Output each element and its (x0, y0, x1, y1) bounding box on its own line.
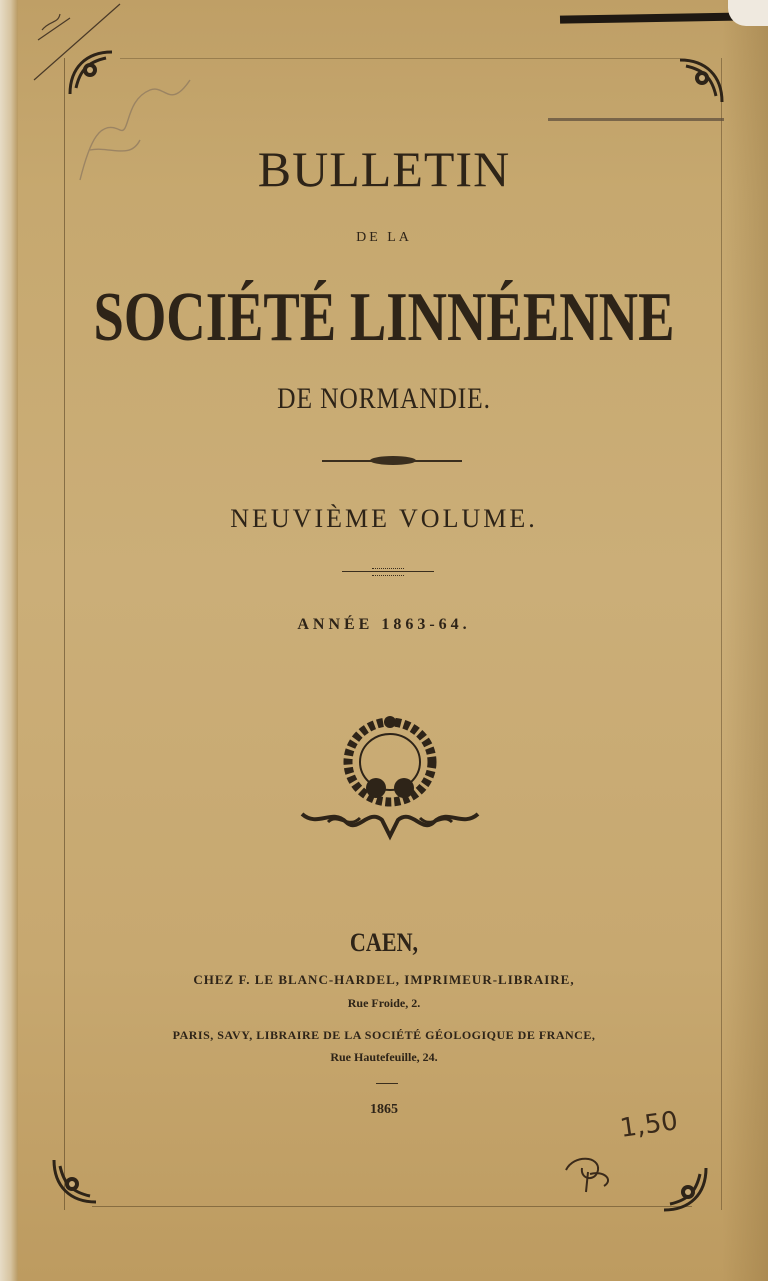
imprint-dash (376, 1083, 398, 1084)
imprint-year: 1865 (370, 1102, 398, 1117)
title-de-la: DE LA (356, 230, 412, 245)
frame-top-rule (120, 58, 680, 59)
volume-label: NEUVIÈME VOLUME. (230, 504, 538, 533)
corner-ornament-top-right-icon (676, 56, 726, 106)
frame-bottom-rule (92, 1206, 692, 1207)
paper-tear (728, 0, 768, 26)
corner-ornament-bottom-right-icon (660, 1164, 710, 1214)
imprint-paris-line: PARIS, SAVY, LIBRAIRE DE LA SOCIÉTÉ GÉOLOGIQUE DE FRANCE, (172, 1028, 596, 1042)
imprint-publisher: CHEZ F. LE BLANC-HARDEL, IMPRIMEUR-LIBRAIRE, (193, 972, 575, 987)
title-societe-linneenne: SOCIÉTÉ LINNÉENNE (93, 279, 675, 356)
handwritten-monogram-icon (560, 1150, 620, 1194)
corner-ornament-bottom-left-icon (50, 1156, 100, 1206)
ornamental-rule-1-center (370, 456, 416, 465)
ornamental-rule-2-center (372, 568, 404, 576)
imprint-publisher-address: Rue Froide, 2. (347, 996, 421, 1010)
title-de-normandie: DE NORMANDIE. (277, 382, 491, 415)
year-range: ANNÉE 1863-64. (297, 616, 471, 633)
handwritten-price-note: 1,50 (618, 1106, 680, 1144)
imprint-city: CAEN, (349, 928, 419, 957)
title-bulletin: BULLETIN (257, 141, 511, 197)
wreath-emblem-icon (298, 712, 482, 842)
pencil-strike-line (548, 118, 724, 121)
imprint-paris-address: Rue Hautefeuille, 24. (330, 1050, 438, 1064)
